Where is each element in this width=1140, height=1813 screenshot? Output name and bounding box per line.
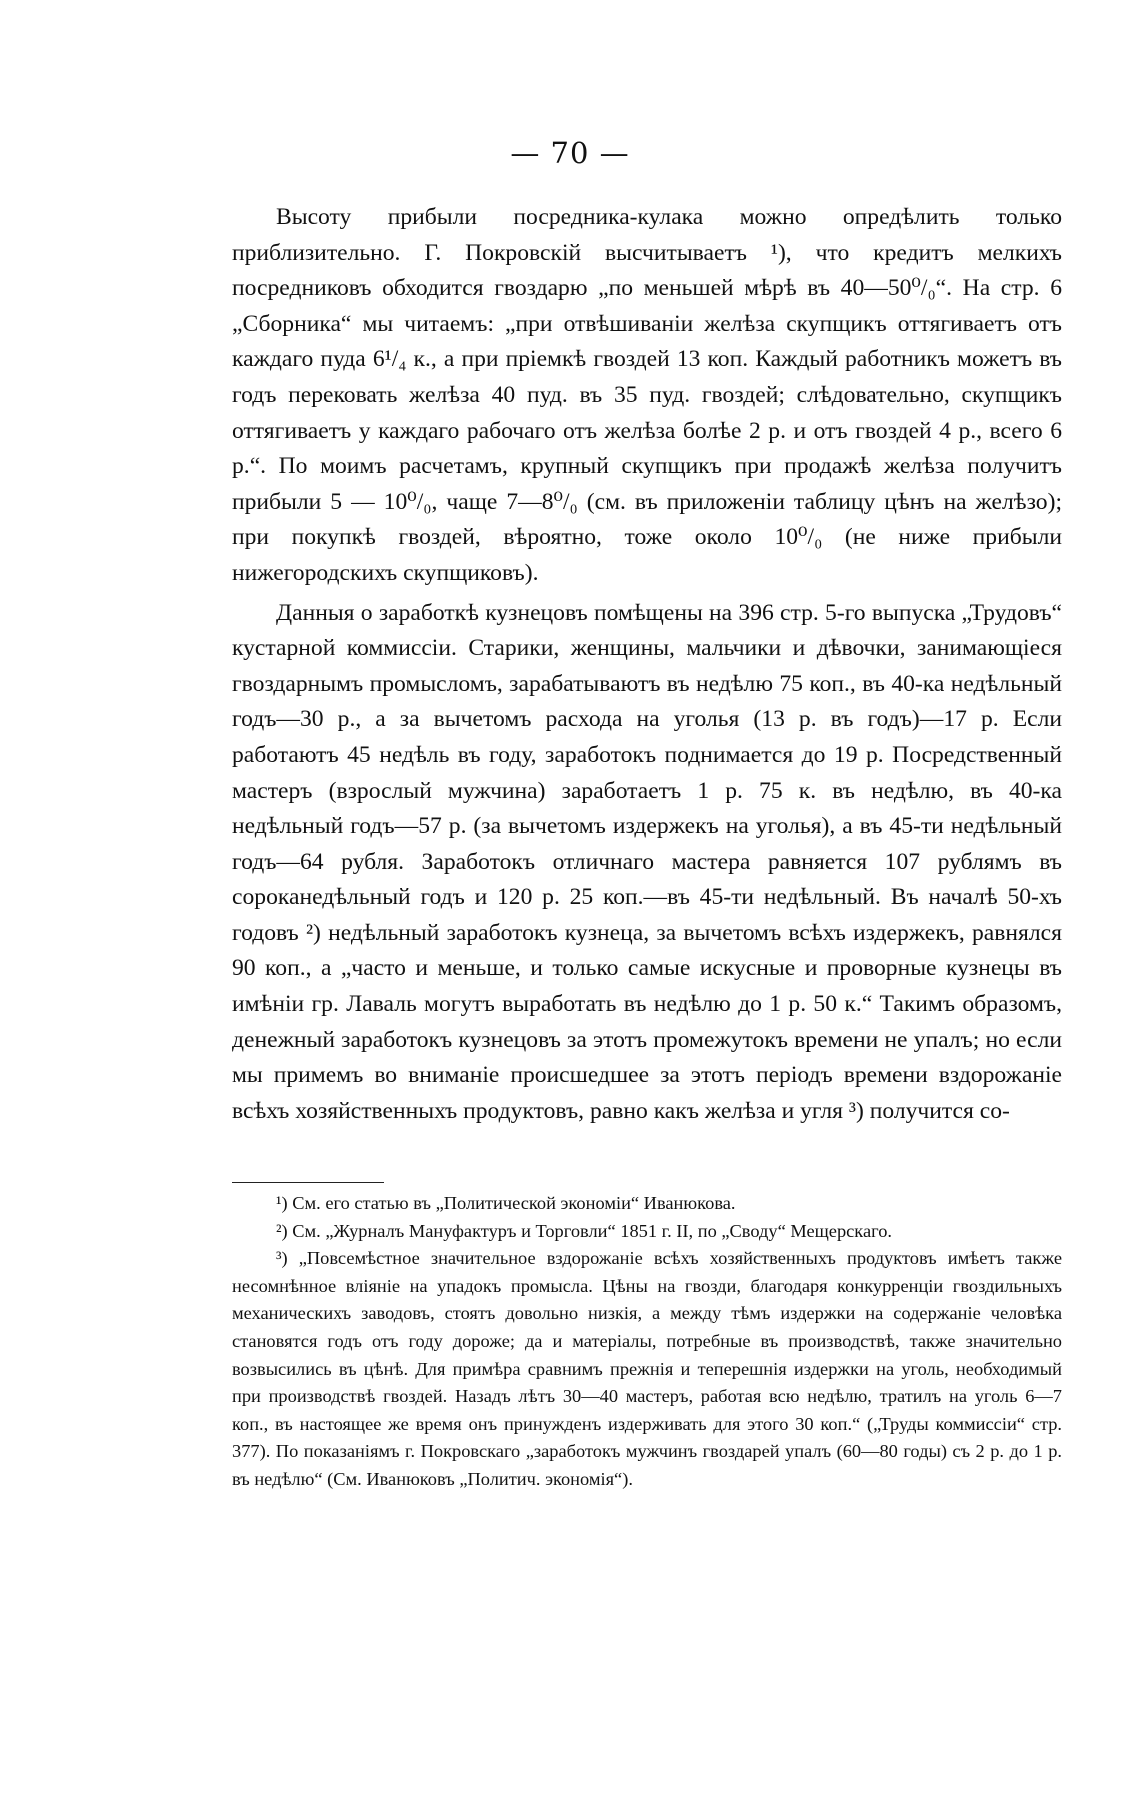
footnote: ³) „Повсемѣстное значительное вздорожаніе всѣхъ хозяйственныхъ продуктовъ имѣетъ также несомнѣнное вліяніе на упадокъ промысла. Цѣны на гвозди, благодаря конкурренціи гвоздильныхъ механическихъ заводовъ, стоятъ довольно низкія, а между тѣмъ издержки на содержаніе человѣка становятся годъ отъ году дороже; да и матеріалы, потребные въ производствѣ, также значительно возвысились въ цѣнѣ. Для примѣра сравнимъ прежнія и теперешнія издержки на уголь, необходимый при производствѣ гвоздей. Назадъ лѣтъ 30—40 мастеръ, работая всю недѣлю, тратилъ на уголь 6—7 коп., въ настоящее же время онъ принужденъ издерживать для этого 30 коп.“ („Труды коммиссіи“ стр. 377). По показаніямъ г. Покровскаго „заработокъ мужчинъ гвоздарей упалъ (60—80 годы) съ 2 р. до 1 р. въ недѣлю“ (См. Иванюковъ „Политич. экономія“).	[232, 1248, 1062, 1489]
footnotes	[232, 1190, 1062, 1494]
paragraph: Данныя о заработкѣ кузнецовъ помѣщены на 396 стр. 5-го выпуска „Трудовъ“ кустарной коммиссіи. Старики, женщины, мальчики и дѣвочки, занимающіеся гвоздарнымъ промысломъ, зарабатываютъ въ недѣлю 75 коп., въ 40-ка недѣльный годъ—30 р., а за вычетомъ расхода на уголья (13 р. въ годъ)—17 р. Если работаютъ 45 недѣль въ году, заработокъ поднимается до 19 р. Посредственный мастеръ (взрослый мужчина) заработаетъ 1 р. 75 к. въ недѣлю, въ 40-ка недѣльный годъ—57 р. (за вычетомъ издержекъ на уголья), а въ 45-ти недѣльный годъ—64 рубля. Заработокъ отличнаго мастера равняется 107 рублямъ въ сороканедѣльный годъ и 120 р. 25 коп.—въ 45-ти недѣльный. Въ началѣ 50-хъ годовъ ²) недѣльный заработокъ кузнеца, за вычетомъ всѣхъ издержекъ, равнялся 90 коп., а „часто и меньше, и только самые искусные и проворные кузнецы въ имѣніи гр. Лаваль могутъ выработать въ недѣлю до 1 р. 50 к.“ Такимъ образомъ, денежный заработокъ кузнецовъ за этотъ промежутокъ времени не упалъ; но если мы примемъ во вниманіе происшедшее за этотъ періодъ времени вздорожаніе всѣхъ хозяйственныхъ продуктовъ, равно какъ желѣза и угля ³) получится со-	[232, 599, 1062, 1124]
footnote: ¹) См. его статью въ „Политической экономіи“ Иванюкова.	[276, 1193, 736, 1213]
main-text	[232, 200, 1062, 1129]
footnote-divider	[232, 1182, 384, 1183]
page-number: — 70 —	[510, 136, 630, 170]
paragraph: Высоту прибыли посредника-кулака можно опредѣлить только приблизительно. Г. Покровскій высчитываетъ ¹), что кредитъ мелкихъ посредниковъ обходится гвоздарю „по меньшей мѣрѣ въ 40—50⁰/₀“. На стр. 6 „Сборника“ мы читаемъ: „при отвѣшиваніи желѣза скупщикъ оттягиваетъ отъ каждаго пуда 6¹/₄ к., а при пріемкѣ гвоздей 13 коп. Каждый работникъ можетъ въ годъ перековать желѣза 40 пуд. въ 35 пуд. гвоздей; слѣдовательно, скупщикъ оттягиваетъ у каждаго рабочаго отъ желѣза болѣе 2 р. и отъ гвоздей 4 р., всего 6 р.“. По моимъ расчетамъ, крупный скупщикъ при продажѣ желѣза получитъ прибыли 5 — 10⁰/₀, чаще 7—8⁰/₀ (см. въ приложеніи таблицу цѣнъ на желѣзо); при покупкѣ гвоздей, вѣроятно, тоже около 10⁰/₀ (не ниже прибыли нижегородскихъ скупщиковъ).	[232, 204, 1062, 586]
footnote: ²) См. „Журналъ Мануфактуръ и Торговли“ 1851 г. II, по „Своду“ Мещерскаго.	[276, 1220, 892, 1241]
